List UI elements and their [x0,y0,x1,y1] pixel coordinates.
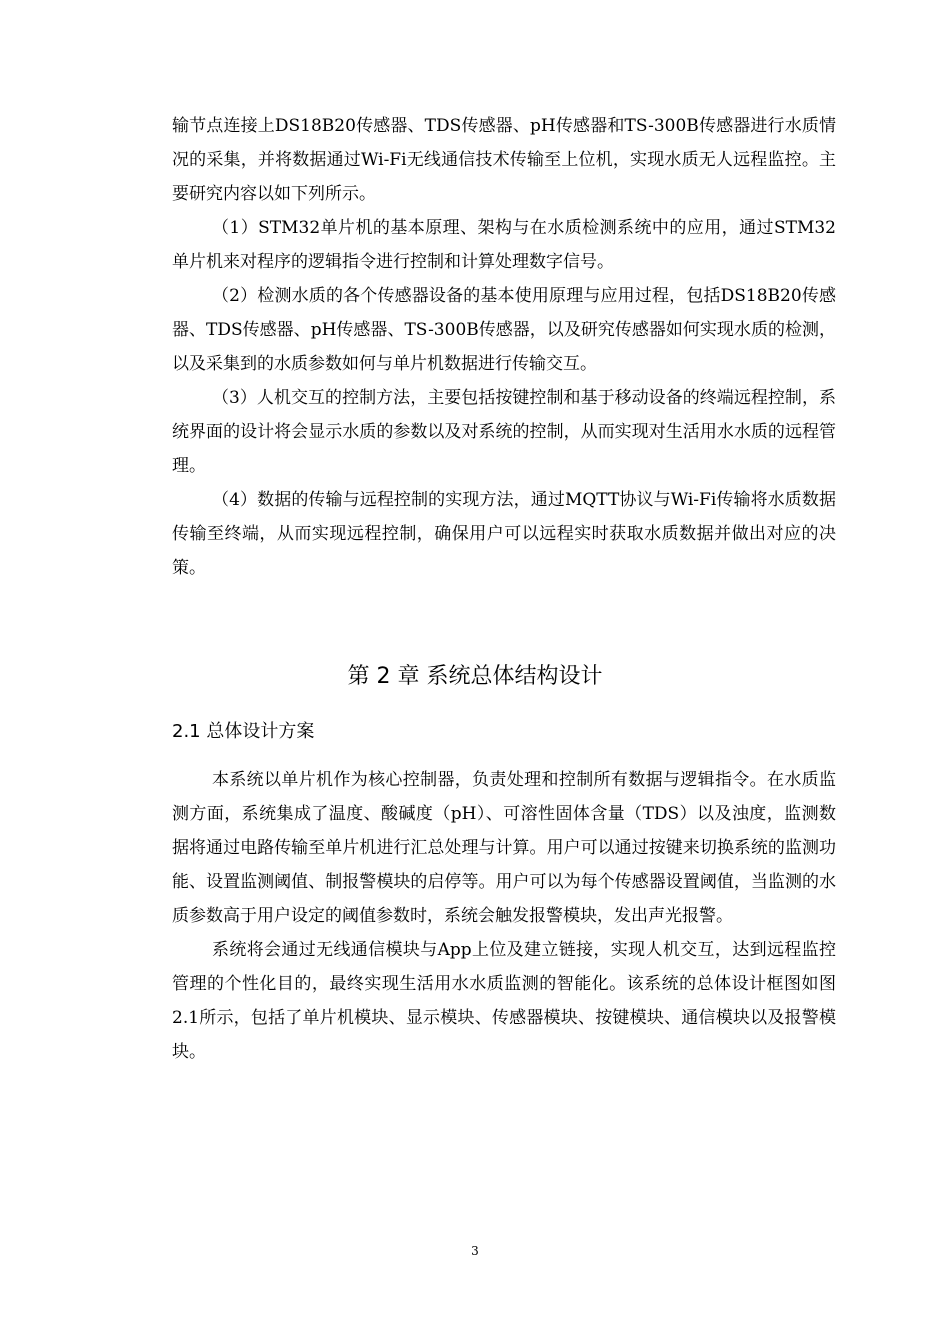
paragraph-item-3: （3）人机交互的控制方法，主要包括按键控制和基于移动设备的终端远程控制，系统界面的设计将会显示水质的参数以及对系统的控制，从而实现对生活用水水质的远程管理。 [172,388,836,476]
page-number: 3 [471,1244,479,1258]
lower-text-block [172,763,836,1069]
paragraph-design-overview: 本系统以单片机作为核心控制器，负责处理和控制所有数据与逻辑指令。在水质监测方面，系统集成了温度、酸碱度（pH）、可溶性固体含量（TDS）以及浊度，监测数据将通过电路传输至单片机进行汇总处理与计算。用户可以通过按键来切换系统的监测功能、设置监测阈值、制报警模块的启停等。用户可以为每个传感器设置阈值，当监测的水质参数高于用户设定的阈值参数时，系统会触发报警模块，发出声光报警。 [172,770,836,926]
chapter-title: 第 2 章 系统总体结构设计 [347,664,603,689]
upper-text-block [172,109,836,585]
section-title: 2.1 总体设计方案 [172,721,315,742]
paragraph-item-4: （4）数据的传输与远程控制的实现方法，通过MQTT协议与Wi-Fi传输将水质数据传输至终端，从而实现远程控制，确保用户可以远程实时获取水质数据并做出对应的决策。 [172,490,836,578]
paragraph-design-framework: 系统将会通过无线通信模块与App上位及建立链接，实现人机交互，达到远程监控管理的个性化目的，最终实现生活用水水质监测的智能化。该系统的总体设计框图如图2.1所示，包括了单片机模块、显示模块、传感器模块、按键模块、通信模块以及报警模块。 [172,940,836,1062]
paragraph-continued: 输节点连接上DS18B20传感器、TDS传感器、pH传感器和TS-300B传感器进行水质情况的采集，并将数据通过Wi-Fi无线通信技术传输至上位机，实现水质无人远程监控。主要研究内容以如下列所示。 [172,116,836,204]
paragraph-item-2: （2）检测水质的各个传感器设备的基本使用原理与应用过程，包括DS18B20传感器、TDS传感器、pH传感器、TS-300B传感器，以及研究传感器如何实现水质的检测，以及采集到的水质参数如何与单片机数据进行传输交互。 [172,286,836,374]
paragraph-item-1: （1）STM32单片机的基本原理、架构与在水质检测系统中的应用，通过STM32单片机来对程序的逻辑指令进行控制和计算处理数字信号。 [172,218,836,272]
